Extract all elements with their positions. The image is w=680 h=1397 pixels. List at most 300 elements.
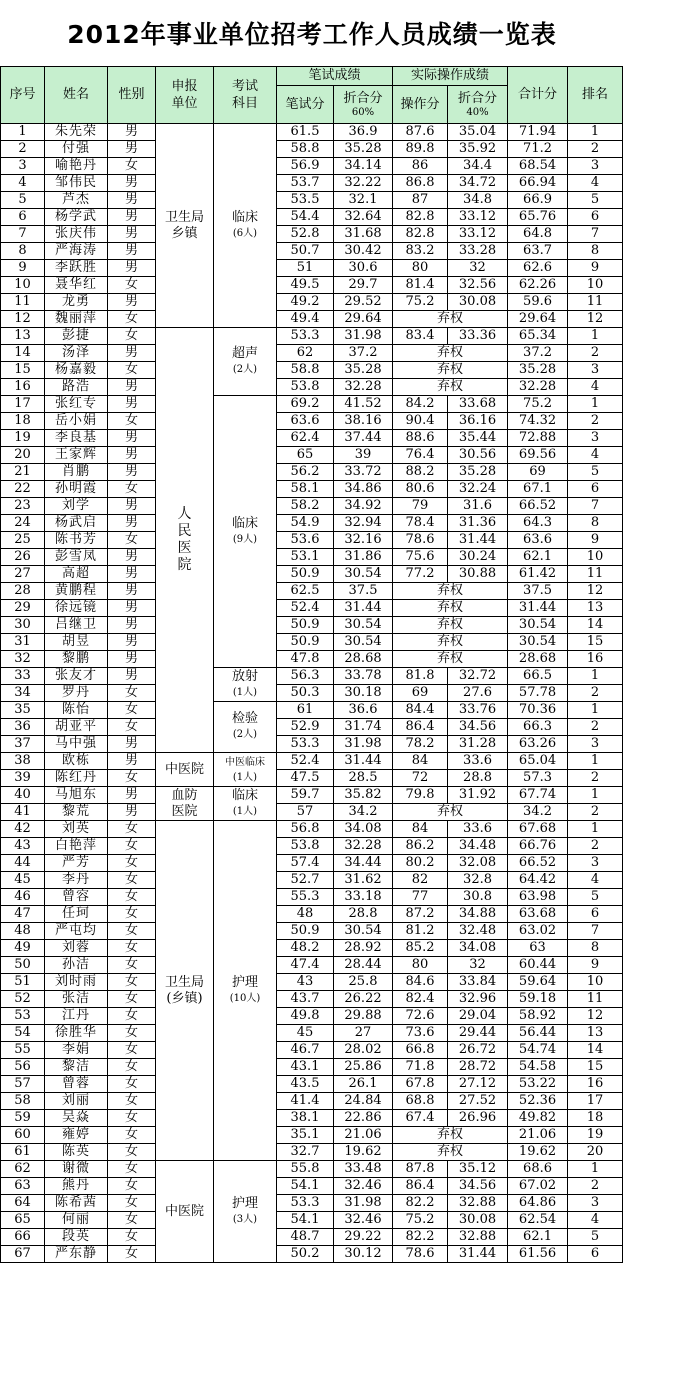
written-score-cell: 49.2 bbox=[277, 294, 334, 311]
rank-cell: 9 bbox=[568, 260, 623, 277]
seq-cell: 56 bbox=[1, 1059, 45, 1076]
gender-cell: 女 bbox=[108, 974, 156, 991]
practical-converted-cell: 27.12 bbox=[448, 1076, 508, 1093]
table-row bbox=[1, 957, 623, 974]
gender-cell: 女 bbox=[108, 328, 156, 345]
rank-cell: 18 bbox=[568, 1110, 623, 1127]
rank-cell: 9 bbox=[568, 957, 623, 974]
written-converted-cell: 36.6 bbox=[334, 702, 393, 719]
rank-cell: 6 bbox=[568, 481, 623, 498]
written-score-cell: 65 bbox=[277, 447, 334, 464]
seq-cell: 59 bbox=[1, 1110, 45, 1127]
unit-sublabel: 乡镇 bbox=[171, 225, 198, 241]
practical-converted-cell: 29.44 bbox=[448, 1025, 508, 1042]
table-row bbox=[1, 328, 623, 345]
name-cell: 江丹 bbox=[45, 1008, 108, 1025]
seq-cell: 28 bbox=[1, 583, 45, 600]
total-cell: 28.68 bbox=[508, 651, 568, 668]
total-cell: 63.98 bbox=[508, 889, 568, 906]
written-score-cell: 53.3 bbox=[277, 1195, 334, 1212]
practical-score-cell: 87.8 bbox=[393, 1161, 448, 1178]
written-converted-cell: 27 bbox=[334, 1025, 393, 1042]
table-row bbox=[1, 1042, 623, 1059]
total-cell: 31.44 bbox=[508, 600, 568, 617]
rank-cell: 20 bbox=[568, 1144, 623, 1161]
gender-cell: 男 bbox=[108, 515, 156, 532]
practical-forfeit-cell: 弃权 bbox=[393, 583, 508, 600]
written-score-cell: 49.8 bbox=[277, 1008, 334, 1025]
seq-cell: 14 bbox=[1, 345, 45, 362]
gender-cell: 男 bbox=[108, 294, 156, 311]
rank-cell: 1 bbox=[568, 787, 623, 804]
name-cell: 黎荒 bbox=[45, 804, 108, 821]
written-score-cell: 53.3 bbox=[277, 736, 334, 753]
header-written-converted-label: 折合分 bbox=[343, 91, 383, 106]
written-score-cell: 45 bbox=[277, 1025, 334, 1042]
seq-cell: 66 bbox=[1, 1229, 45, 1246]
table-row bbox=[1, 1076, 623, 1093]
total-cell: 65.34 bbox=[508, 328, 568, 345]
written-converted-cell: 33.72 bbox=[334, 464, 393, 481]
gender-cell: 男 bbox=[108, 345, 156, 362]
gender-cell: 女 bbox=[108, 855, 156, 872]
practical-score-cell: 78.4 bbox=[393, 515, 448, 532]
practical-forfeit-cell: 弃权 bbox=[393, 1144, 508, 1161]
subject-count: (9人) bbox=[232, 533, 258, 545]
practical-converted-cell: 36.16 bbox=[448, 413, 508, 430]
practical-score-cell: 86.2 bbox=[393, 838, 448, 855]
rank-cell: 8 bbox=[568, 243, 623, 260]
table-row bbox=[1, 753, 623, 770]
header-practical-group: 实际操作成绩 bbox=[393, 67, 508, 86]
name-cell: 陈红丹 bbox=[45, 770, 108, 787]
rank-cell: 12 bbox=[568, 1008, 623, 1025]
gender-cell: 男 bbox=[108, 617, 156, 634]
written-converted-cell: 29.52 bbox=[334, 294, 393, 311]
seq-cell: 26 bbox=[1, 549, 45, 566]
total-cell: 69.56 bbox=[508, 447, 568, 464]
written-score-cell: 62 bbox=[277, 345, 334, 362]
name-cell: 刘时雨 bbox=[45, 974, 108, 991]
table-row bbox=[1, 175, 623, 192]
rank-cell: 2 bbox=[568, 1178, 623, 1195]
seq-cell: 5 bbox=[1, 192, 45, 209]
page-title: 2012年事业单位招考工作人员成绩一览表 bbox=[67, 20, 557, 49]
rank-cell: 7 bbox=[568, 923, 623, 940]
name-cell: 刘蓉 bbox=[45, 940, 108, 957]
practical-forfeit-cell: 弃权 bbox=[393, 634, 508, 651]
written-converted-cell: 32.46 bbox=[334, 1178, 393, 1195]
seq-cell: 49 bbox=[1, 940, 45, 957]
total-cell: 71.94 bbox=[508, 124, 568, 141]
gender-cell: 女 bbox=[108, 821, 156, 838]
unit-cell bbox=[156, 821, 214, 1161]
table-row bbox=[1, 702, 623, 719]
gender-cell: 男 bbox=[108, 379, 156, 396]
gender-cell: 女 bbox=[108, 838, 156, 855]
total-cell: 62.26 bbox=[508, 277, 568, 294]
table-row bbox=[1, 464, 623, 481]
written-converted-cell: 28.92 bbox=[334, 940, 393, 957]
rank-cell: 2 bbox=[568, 838, 623, 855]
rank-cell: 1 bbox=[568, 668, 623, 685]
name-cell: 高超 bbox=[45, 566, 108, 583]
written-score-cell: 35.1 bbox=[277, 1127, 334, 1144]
total-cell: 70.36 bbox=[508, 702, 568, 719]
practical-converted-cell: 33.6 bbox=[448, 753, 508, 770]
seq-cell: 60 bbox=[1, 1127, 45, 1144]
subject-label: 护理 bbox=[231, 1195, 258, 1211]
written-score-cell: 56.8 bbox=[277, 821, 334, 838]
practical-score-cell: 81.2 bbox=[393, 923, 448, 940]
written-converted-cell: 30.6 bbox=[334, 260, 393, 277]
written-score-cell: 57 bbox=[277, 804, 334, 821]
total-cell: 59.6 bbox=[508, 294, 568, 311]
written-converted-cell: 29.88 bbox=[334, 1008, 393, 1025]
written-converted-cell: 26.1 bbox=[334, 1076, 393, 1093]
rank-cell: 1 bbox=[568, 396, 623, 413]
total-cell: 68.54 bbox=[508, 158, 568, 175]
written-converted-cell: 33.18 bbox=[334, 889, 393, 906]
written-converted-cell: 34.92 bbox=[334, 498, 393, 515]
written-converted-cell: 35.28 bbox=[334, 362, 393, 379]
table-row bbox=[1, 158, 623, 175]
gender-cell: 女 bbox=[108, 277, 156, 294]
total-cell: 64.86 bbox=[508, 1195, 568, 1212]
written-score-cell: 54.4 bbox=[277, 209, 334, 226]
written-score-cell: 53.6 bbox=[277, 532, 334, 549]
gender-cell: 男 bbox=[108, 396, 156, 413]
rank-cell: 3 bbox=[568, 855, 623, 872]
practical-score-cell: 87.6 bbox=[393, 124, 448, 141]
name-cell: 严屯均 bbox=[45, 923, 108, 940]
seq-cell: 22 bbox=[1, 481, 45, 498]
header-unit bbox=[156, 67, 214, 124]
table-row bbox=[1, 1161, 623, 1178]
written-converted-cell: 30.54 bbox=[334, 923, 393, 940]
header-practical-pct: 40% bbox=[466, 107, 489, 118]
practical-converted-cell: 27.6 bbox=[448, 685, 508, 702]
gender-cell: 男 bbox=[108, 226, 156, 243]
practical-forfeit-cell: 弃权 bbox=[393, 804, 508, 821]
rank-cell: 5 bbox=[568, 464, 623, 481]
written-score-cell: 59.7 bbox=[277, 787, 334, 804]
table-row bbox=[1, 294, 623, 311]
subject-label: 临床 bbox=[231, 515, 258, 531]
unit-label: 血防医院 bbox=[171, 787, 198, 819]
table-row bbox=[1, 940, 623, 957]
name-cell: 付强 bbox=[45, 141, 108, 158]
rank-cell: 6 bbox=[568, 209, 623, 226]
gender-cell: 女 bbox=[108, 685, 156, 702]
table-row bbox=[1, 668, 623, 685]
practical-forfeit-cell: 弃权 bbox=[393, 651, 508, 668]
total-cell: 54.74 bbox=[508, 1042, 568, 1059]
rank-cell: 3 bbox=[568, 430, 623, 447]
rank-cell: 2 bbox=[568, 770, 623, 787]
written-score-cell: 54.1 bbox=[277, 1212, 334, 1229]
total-cell: 65.76 bbox=[508, 209, 568, 226]
practical-score-cell: 84 bbox=[393, 753, 448, 770]
unit-cell bbox=[156, 328, 214, 753]
rank-cell: 19 bbox=[568, 1127, 623, 1144]
practical-score-cell: 82.4 bbox=[393, 991, 448, 1008]
seq-cell: 61 bbox=[1, 1144, 45, 1161]
written-converted-cell: 34.2 bbox=[334, 804, 393, 821]
written-score-cell: 50.7 bbox=[277, 243, 334, 260]
seq-cell: 3 bbox=[1, 158, 45, 175]
written-score-cell: 62.5 bbox=[277, 583, 334, 600]
total-cell: 71.2 bbox=[508, 141, 568, 158]
subject-count: (2人) bbox=[232, 729, 258, 740]
subject-label: 临床 bbox=[231, 787, 258, 803]
written-score-cell: 58.1 bbox=[277, 481, 334, 498]
rank-cell: 11 bbox=[568, 294, 623, 311]
name-cell: 张友才 bbox=[45, 668, 108, 685]
written-score-cell: 43.1 bbox=[277, 1059, 334, 1076]
rank-cell: 10 bbox=[568, 974, 623, 991]
subject-cell bbox=[214, 1161, 277, 1263]
gender-cell: 男 bbox=[108, 736, 156, 753]
header-unit-label: 申报单位 bbox=[171, 79, 198, 111]
table-row bbox=[1, 991, 623, 1008]
subject-count: (1人) bbox=[232, 805, 258, 817]
written-converted-cell: 32.28 bbox=[334, 838, 393, 855]
table-row bbox=[1, 634, 623, 651]
header-written-converted bbox=[334, 86, 393, 124]
total-cell: 63.68 bbox=[508, 906, 568, 923]
practical-converted-cell: 30.08 bbox=[448, 294, 508, 311]
written-score-cell: 47.8 bbox=[277, 651, 334, 668]
practical-score-cell: 75.2 bbox=[393, 294, 448, 311]
practical-forfeit-cell: 弃权 bbox=[393, 345, 508, 362]
practical-converted-cell: 33.36 bbox=[448, 328, 508, 345]
subject-cell bbox=[214, 328, 277, 396]
written-score-cell: 56.3 bbox=[277, 668, 334, 685]
written-score-cell: 53.5 bbox=[277, 192, 334, 209]
written-score-cell: 57.4 bbox=[277, 855, 334, 872]
table-row bbox=[1, 770, 623, 787]
gender-cell: 男 bbox=[108, 209, 156, 226]
table-row bbox=[1, 787, 623, 804]
written-score-cell: 50.9 bbox=[277, 923, 334, 940]
total-cell: 56.44 bbox=[508, 1025, 568, 1042]
table-row bbox=[1, 617, 623, 634]
seq-cell: 36 bbox=[1, 719, 45, 736]
written-converted-cell: 38.16 bbox=[334, 413, 393, 430]
rank-cell: 9 bbox=[568, 532, 623, 549]
seq-cell: 62 bbox=[1, 1161, 45, 1178]
name-cell: 马旭东 bbox=[45, 787, 108, 804]
name-cell: 陈怡 bbox=[45, 702, 108, 719]
practical-converted-cell: 32.08 bbox=[448, 855, 508, 872]
score-table bbox=[0, 66, 623, 1263]
practical-converted-cell: 35.12 bbox=[448, 1161, 508, 1178]
practical-converted-cell: 32.88 bbox=[448, 1229, 508, 1246]
table-row bbox=[1, 1008, 623, 1025]
table-row bbox=[1, 1246, 623, 1263]
rank-cell: 12 bbox=[568, 311, 623, 328]
gender-cell: 女 bbox=[108, 719, 156, 736]
written-converted-cell: 26.22 bbox=[334, 991, 393, 1008]
written-score-cell: 69.2 bbox=[277, 396, 334, 413]
gender-cell: 女 bbox=[108, 1008, 156, 1025]
total-cell: 63.6 bbox=[508, 532, 568, 549]
practical-converted-cell: 32.72 bbox=[448, 668, 508, 685]
seq-cell: 44 bbox=[1, 855, 45, 872]
seq-cell: 47 bbox=[1, 906, 45, 923]
practical-converted-cell: 30.8 bbox=[448, 889, 508, 906]
table-row bbox=[1, 1144, 623, 1161]
table-row bbox=[1, 345, 623, 362]
written-converted-cell: 28.02 bbox=[334, 1042, 393, 1059]
gender-cell: 女 bbox=[108, 1161, 156, 1178]
rank-cell: 11 bbox=[568, 991, 623, 1008]
name-cell: 彭捷 bbox=[45, 328, 108, 345]
written-score-cell: 47.5 bbox=[277, 770, 334, 787]
written-converted-cell: 33.48 bbox=[334, 1161, 393, 1178]
rank-cell: 1 bbox=[568, 124, 623, 141]
written-score-cell: 54.1 bbox=[277, 1178, 334, 1195]
practical-score-cell: 87 bbox=[393, 192, 448, 209]
practical-converted-cell: 33.84 bbox=[448, 974, 508, 991]
subject-cell bbox=[214, 702, 277, 753]
practical-score-cell: 76.4 bbox=[393, 447, 448, 464]
gender-cell: 女 bbox=[108, 413, 156, 430]
subject-cell bbox=[214, 821, 277, 1161]
total-cell: 19.62 bbox=[508, 1144, 568, 1161]
written-converted-cell: 29.22 bbox=[334, 1229, 393, 1246]
written-score-cell: 55.8 bbox=[277, 1161, 334, 1178]
name-cell: 罗丹 bbox=[45, 685, 108, 702]
total-cell: 66.9 bbox=[508, 192, 568, 209]
practical-score-cell: 84.2 bbox=[393, 396, 448, 413]
written-score-cell: 48 bbox=[277, 906, 334, 923]
practical-score-cell: 80 bbox=[393, 957, 448, 974]
written-converted-cell: 32.16 bbox=[334, 532, 393, 549]
unit-cell bbox=[156, 753, 214, 787]
subject-count: (3人) bbox=[232, 1213, 258, 1225]
written-score-cell: 53.3 bbox=[277, 328, 334, 345]
gender-cell: 男 bbox=[108, 430, 156, 447]
seq-cell: 39 bbox=[1, 770, 45, 787]
table-row bbox=[1, 532, 623, 549]
total-cell: 63.02 bbox=[508, 923, 568, 940]
written-score-cell: 50.9 bbox=[277, 634, 334, 651]
total-cell: 60.44 bbox=[508, 957, 568, 974]
gender-cell: 女 bbox=[108, 1195, 156, 1212]
written-score-cell: 58.8 bbox=[277, 141, 334, 158]
rank-cell: 2 bbox=[568, 345, 623, 362]
total-cell: 21.06 bbox=[508, 1127, 568, 1144]
practical-converted-cell: 33.28 bbox=[448, 243, 508, 260]
written-converted-cell: 31.98 bbox=[334, 736, 393, 753]
practical-score-cell: 85.2 bbox=[393, 940, 448, 957]
written-score-cell: 53.1 bbox=[277, 549, 334, 566]
seq-cell: 11 bbox=[1, 294, 45, 311]
subject-label: 临床 bbox=[231, 209, 258, 225]
table-row bbox=[1, 311, 623, 328]
name-cell: 路浩 bbox=[45, 379, 108, 396]
written-converted-cell: 28.8 bbox=[334, 906, 393, 923]
name-cell: 彭雪凤 bbox=[45, 549, 108, 566]
practical-score-cell: 75.6 bbox=[393, 549, 448, 566]
written-converted-cell: 32.46 bbox=[334, 1212, 393, 1229]
rank-cell: 4 bbox=[568, 379, 623, 396]
practical-converted-cell: 35.92 bbox=[448, 141, 508, 158]
written-score-cell: 54.9 bbox=[277, 515, 334, 532]
unit-cell bbox=[156, 787, 214, 821]
rank-cell: 3 bbox=[568, 362, 623, 379]
gender-cell: 女 bbox=[108, 1229, 156, 1246]
written-converted-cell: 31.62 bbox=[334, 872, 393, 889]
table-row bbox=[1, 1229, 623, 1246]
seq-cell: 51 bbox=[1, 974, 45, 991]
table-row bbox=[1, 209, 623, 226]
written-score-cell: 63.6 bbox=[277, 413, 334, 430]
written-score-cell: 52.4 bbox=[277, 753, 334, 770]
gender-cell: 男 bbox=[108, 651, 156, 668]
seq-cell: 29 bbox=[1, 600, 45, 617]
seq-cell: 65 bbox=[1, 1212, 45, 1229]
gender-cell: 男 bbox=[108, 464, 156, 481]
subject-count: (1人) bbox=[232, 686, 258, 698]
total-cell: 52.36 bbox=[508, 1093, 568, 1110]
practical-converted-cell: 30.56 bbox=[448, 447, 508, 464]
practical-converted-cell: 30.24 bbox=[448, 549, 508, 566]
name-cell: 曾蓉 bbox=[45, 1076, 108, 1093]
gender-cell: 男 bbox=[108, 566, 156, 583]
gender-cell: 女 bbox=[108, 906, 156, 923]
practical-converted-cell: 29.04 bbox=[448, 1008, 508, 1025]
practical-score-cell: 86.8 bbox=[393, 175, 448, 192]
seq-cell: 40 bbox=[1, 787, 45, 804]
table-row bbox=[1, 1212, 623, 1229]
practical-converted-cell: 31.92 bbox=[448, 787, 508, 804]
written-converted-cell: 30.12 bbox=[334, 1246, 393, 1263]
practical-score-cell: 69 bbox=[393, 685, 448, 702]
rank-cell: 5 bbox=[568, 1229, 623, 1246]
written-score-cell: 62.4 bbox=[277, 430, 334, 447]
table-row bbox=[1, 889, 623, 906]
header-subject-label: 考试科目 bbox=[231, 79, 258, 111]
practical-converted-cell: 31.6 bbox=[448, 498, 508, 515]
name-cell: 朱先荣 bbox=[45, 124, 108, 141]
seq-cell: 15 bbox=[1, 362, 45, 379]
practical-score-cell: 78.2 bbox=[393, 736, 448, 753]
total-cell: 49.82 bbox=[508, 1110, 568, 1127]
seq-cell: 38 bbox=[1, 753, 45, 770]
seq-cell: 13 bbox=[1, 328, 45, 345]
total-cell: 66.94 bbox=[508, 175, 568, 192]
written-score-cell: 50.3 bbox=[277, 685, 334, 702]
gender-cell: 男 bbox=[108, 549, 156, 566]
practical-score-cell: 84.6 bbox=[393, 974, 448, 991]
gender-cell: 男 bbox=[108, 192, 156, 209]
table-row bbox=[1, 872, 623, 889]
seq-cell: 17 bbox=[1, 396, 45, 413]
name-cell: 徐胜华 bbox=[45, 1025, 108, 1042]
practical-score-cell: 67.4 bbox=[393, 1110, 448, 1127]
total-cell: 62.54 bbox=[508, 1212, 568, 1229]
practical-converted-cell: 33.12 bbox=[448, 226, 508, 243]
practical-score-cell: 79.8 bbox=[393, 787, 448, 804]
written-score-cell: 49.4 bbox=[277, 311, 334, 328]
rank-cell: 4 bbox=[568, 1212, 623, 1229]
gender-cell: 女 bbox=[108, 872, 156, 889]
written-converted-cell: 35.82 bbox=[334, 787, 393, 804]
written-converted-cell: 35.28 bbox=[334, 141, 393, 158]
